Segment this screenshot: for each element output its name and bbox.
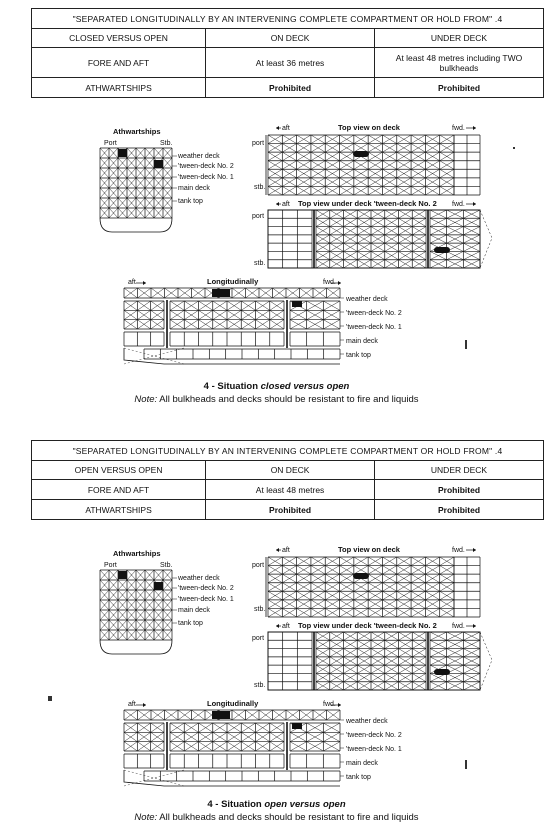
table-cell: ON DECK bbox=[206, 461, 375, 480]
deck-label: main deck bbox=[346, 338, 378, 345]
empty-hold-grid bbox=[454, 557, 480, 617]
table-cell: At least 36 metres bbox=[206, 48, 375, 78]
caption-title: 4 - Situation open versus open bbox=[207, 799, 346, 810]
under-deck-grid bbox=[430, 210, 480, 268]
grid-lines bbox=[316, 632, 426, 690]
aft-label: aft bbox=[282, 547, 290, 554]
grid-lines bbox=[170, 723, 284, 751]
table-cell: ON DECK bbox=[206, 29, 375, 48]
dangerous-goods-marker bbox=[154, 160, 163, 168]
empty-hold-grid bbox=[170, 754, 284, 768]
deck-label: 'tween-deck No. 2 bbox=[346, 310, 402, 317]
longitudinally-title: Longitudinally bbox=[207, 699, 259, 708]
arrow-head bbox=[473, 126, 476, 130]
deck-label: 'tween-deck No. 1 bbox=[178, 174, 234, 181]
aft-label: aft bbox=[282, 125, 290, 132]
dangerous-goods-marker bbox=[434, 247, 450, 253]
deck-label: 'tween-deck No. 1 bbox=[346, 324, 402, 331]
dangerous-goods-marker bbox=[212, 289, 230, 297]
deck-label: 'tween-deck No. 1 bbox=[178, 596, 234, 603]
port-label: Port bbox=[104, 140, 117, 147]
dangerous-goods-marker bbox=[434, 669, 450, 675]
table-cell: ATHWARTSHIPS bbox=[32, 500, 206, 520]
segregation-table-closed-vs-open bbox=[31, 8, 544, 98]
port-label: port bbox=[252, 562, 265, 569]
aft-label: aft bbox=[282, 623, 290, 630]
table-cell: ATHWARTSHIPS bbox=[32, 78, 206, 98]
top-view-under-deck-title: Top view under deck 'tween-deck No. 2 bbox=[298, 199, 437, 208]
table-cell: CLOSED VERSUS OPEN bbox=[32, 29, 206, 48]
table-cell: At least 48 metres bbox=[206, 480, 375, 500]
caption-note: Note: All bulkheads and decks should be resistant to fire and liquids bbox=[134, 394, 419, 405]
dangerous-goods-marker bbox=[118, 571, 127, 579]
table-cell: FORE AND AFT bbox=[32, 48, 206, 78]
hull-bottom bbox=[100, 640, 172, 654]
figure-caption bbox=[0, 380, 553, 406]
grid-lines bbox=[124, 288, 340, 298]
under-deck-grid bbox=[430, 632, 480, 690]
arrow-head bbox=[143, 703, 146, 707]
top-deck-grid bbox=[268, 135, 454, 195]
deck-label: weather deck bbox=[346, 296, 388, 303]
scan-speck bbox=[48, 696, 52, 701]
arrow-head bbox=[276, 126, 279, 130]
athwartships-title: Athwartships bbox=[113, 127, 161, 136]
empty-hold-grid bbox=[290, 332, 340, 346]
fwd-label: fwd. bbox=[452, 125, 465, 132]
arrow-head bbox=[276, 202, 279, 206]
deck-label: 'tween-deck No. 2 bbox=[178, 585, 234, 592]
tween-deck-grid bbox=[124, 723, 164, 751]
grid-lines bbox=[100, 148, 172, 218]
dangerous-goods-marker bbox=[154, 582, 163, 590]
deck-label: tank top bbox=[178, 620, 203, 627]
stern-hatching bbox=[124, 348, 184, 364]
tween-deck-grid bbox=[124, 301, 164, 329]
empty-hold-grid bbox=[268, 632, 312, 690]
stowage-diagram-closed-vs-open bbox=[0, 118, 553, 378]
top-deck-grid bbox=[268, 557, 454, 617]
deck-label: tank top bbox=[178, 198, 203, 205]
stb-label: Stb. bbox=[160, 562, 173, 569]
arrow-head bbox=[473, 202, 476, 206]
caption-note: Note: All bulkheads and decks should be resistant to fire and liquids bbox=[134, 812, 419, 823]
grid-lines bbox=[124, 710, 340, 720]
stowage-diagram-open-vs-open bbox=[0, 540, 553, 800]
arrow-head bbox=[338, 703, 341, 707]
top-view-deck-title: Top view on deck bbox=[338, 545, 400, 554]
table-cell: Prohibited bbox=[206, 500, 375, 520]
arrow-head bbox=[473, 624, 476, 628]
dangerous-goods-marker bbox=[292, 723, 302, 729]
arrow-head bbox=[276, 548, 279, 552]
deck-label: 'tween-deck No. 2 bbox=[346, 732, 402, 739]
empty-hold-grid bbox=[144, 771, 340, 781]
empty-hold-grid bbox=[290, 754, 340, 768]
dangerous-goods-marker bbox=[353, 151, 369, 157]
grid-lines bbox=[316, 210, 426, 268]
bow-outline bbox=[480, 632, 492, 690]
stb-label: stb. bbox=[254, 606, 266, 613]
deck-label: weather deck bbox=[346, 718, 388, 725]
deck-label: weather deck bbox=[178, 153, 220, 160]
top-view-under-deck-title: Top view under deck 'tween-deck No. 2 bbox=[298, 621, 437, 630]
arrow-head bbox=[338, 281, 341, 285]
table-heading: "SEPARATED LONGITUDINALLY BY AN INTERVENING COMPLETE COMPARTMENT OR HOLD FROM" .4 bbox=[32, 9, 544, 29]
fwd-label: fwd. bbox=[452, 547, 465, 554]
port-label: port bbox=[252, 213, 265, 220]
scan-speck bbox=[465, 340, 467, 349]
empty-hold-grid bbox=[268, 210, 312, 268]
deck-label: weather deck bbox=[178, 575, 220, 582]
stb-label: stb. bbox=[254, 260, 266, 267]
athwartships-title: Athwartships bbox=[113, 549, 161, 558]
table-heading: "SEPARATED LONGITUDINALLY BY AN INTERVENING COMPLETE COMPARTMENT OR HOLD FROM" .4 bbox=[32, 441, 544, 461]
table-cell: UNDER DECK bbox=[375, 461, 544, 480]
fwd-label: fwd. bbox=[323, 279, 336, 286]
deck-label: main deck bbox=[178, 607, 210, 614]
empty-hold-grid bbox=[170, 332, 284, 346]
empty-hold-grid bbox=[144, 349, 340, 359]
aft-label: aft bbox=[128, 701, 136, 708]
table-cell: FORE AND AFT bbox=[32, 480, 206, 500]
top-view-deck-title: Top view on deck bbox=[338, 123, 400, 132]
scan-speck bbox=[465, 760, 467, 769]
aft-label: aft bbox=[128, 279, 136, 286]
grid-lines bbox=[100, 570, 172, 640]
hold-outline bbox=[268, 210, 480, 268]
table-cell: At least 48 metres including TWO bulkheads bbox=[375, 48, 544, 78]
caption-title: 4 - Situation closed versus open bbox=[203, 381, 350, 392]
figure-caption bbox=[0, 798, 553, 824]
empty-hold-grid bbox=[124, 332, 164, 346]
dangerous-goods-marker bbox=[212, 711, 230, 719]
fwd-label: fwd. bbox=[452, 201, 465, 208]
deck-label: 'tween-deck No. 1 bbox=[346, 746, 402, 753]
port-label: port bbox=[252, 635, 265, 642]
hold-outline bbox=[268, 632, 480, 690]
deck-label: tank top bbox=[346, 774, 371, 781]
stern-hatching bbox=[124, 770, 184, 786]
stb-label: Stb. bbox=[160, 140, 173, 147]
grid-lines bbox=[170, 301, 284, 329]
table-cell: UNDER DECK bbox=[375, 29, 544, 48]
fwd-label: fwd. bbox=[323, 701, 336, 708]
dangerous-goods-marker bbox=[118, 149, 127, 157]
aft-label: aft bbox=[282, 201, 290, 208]
segregation-table-open-vs-open bbox=[31, 440, 544, 520]
arrow-head bbox=[473, 548, 476, 552]
arrow-head bbox=[276, 624, 279, 628]
fwd-label: fwd. bbox=[452, 623, 465, 630]
empty-hold-grid bbox=[124, 754, 164, 768]
dangerous-goods-marker bbox=[353, 573, 369, 579]
empty-hold-grid bbox=[454, 135, 480, 195]
deck-label: main deck bbox=[178, 185, 210, 192]
scan-speck bbox=[513, 147, 515, 149]
bow-outline bbox=[480, 210, 492, 268]
table-cell: Prohibited bbox=[375, 480, 544, 500]
port-label: port bbox=[252, 140, 265, 147]
deck-label: 'tween-deck No. 2 bbox=[178, 163, 234, 170]
arrow-head bbox=[143, 281, 146, 285]
stb-label: stb. bbox=[254, 682, 266, 689]
port-label: Port bbox=[104, 562, 117, 569]
stb-label: stb. bbox=[254, 184, 266, 191]
table-cell: OPEN VERSUS OPEN bbox=[32, 461, 206, 480]
table-cell: Prohibited bbox=[375, 78, 544, 98]
dangerous-goods-marker bbox=[292, 301, 302, 307]
longitudinally-title: Longitudinally bbox=[207, 277, 259, 286]
deck-label: main deck bbox=[346, 760, 378, 767]
deck-label: tank top bbox=[346, 352, 371, 359]
hull-bottom bbox=[100, 218, 172, 232]
table-cell: Prohibited bbox=[375, 500, 544, 520]
table-cell: Prohibited bbox=[206, 78, 375, 98]
